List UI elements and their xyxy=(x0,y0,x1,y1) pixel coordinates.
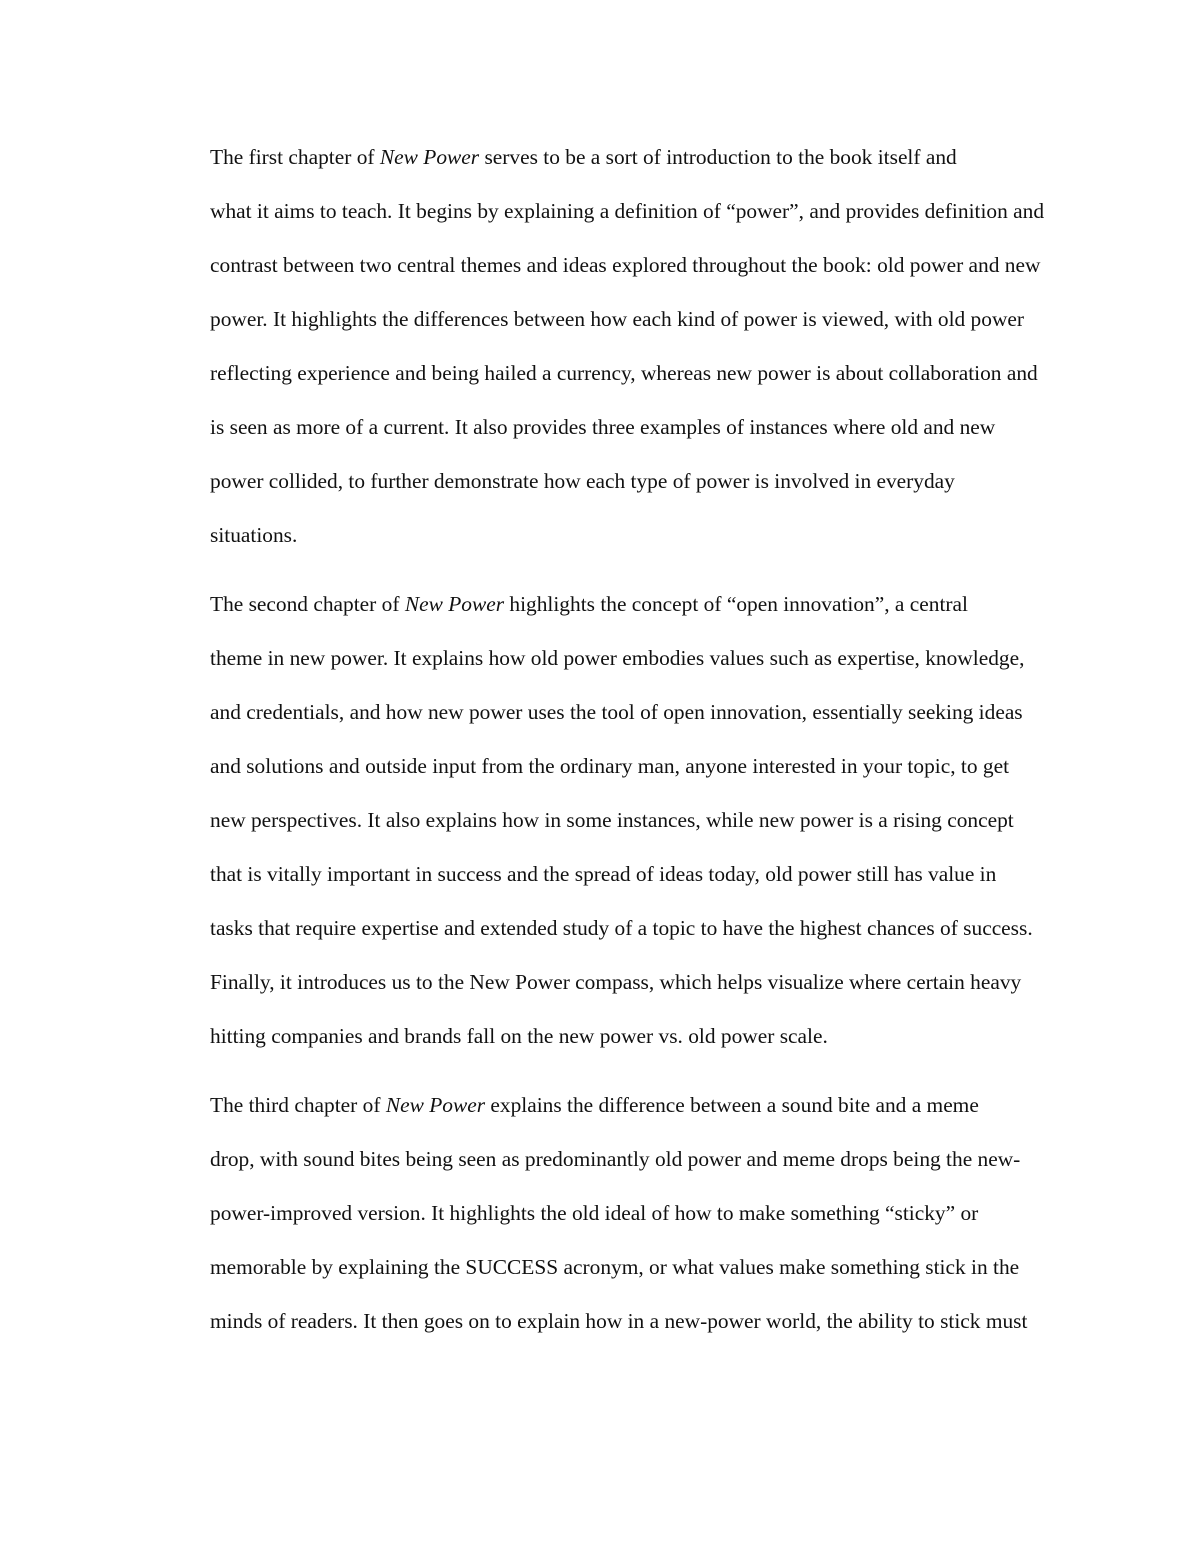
book-title-italic: New Power xyxy=(379,145,480,169)
text-line: is seen as more of a current. It also provides three examples of instances where old and new xyxy=(210,415,996,439)
text-line: reflecting experience and being hailed a currency, whereas new power is about collaboration and xyxy=(210,361,1038,385)
text-line: The first chapter of New Power serves to be a sort of introduction to the book itself and xyxy=(210,145,957,169)
text-line: tasks that require expertise and extended study of a topic to have the highest chances of success. xyxy=(210,916,1033,940)
text-line: what it aims to teach. It begins by explaining a definition of “power”, and provides definition and xyxy=(210,199,1045,223)
text-line: power-improved version. It highlights the old ideal of how to make something “sticky” or xyxy=(210,1201,979,1225)
text-line: Finally, it introduces us to the New Power compass, which helps visualize where certain heavy xyxy=(210,970,1022,994)
paragraph-chapter-one xyxy=(142,130,1062,562)
text-line: The third chapter of New Power explains the difference between a sound bite and a meme xyxy=(210,1093,979,1117)
book-title-italic: New Power xyxy=(385,1093,486,1117)
text-line: drop, with sound bites being seen as predominantly old power and meme drops being the new- xyxy=(210,1147,1021,1171)
document-body xyxy=(142,130,1062,1348)
text-line: power collided, to further demonstrate how each type of power is involved in everyday xyxy=(210,469,955,493)
text-line: contrast between two central themes and ideas explored throughout the book: old power and new xyxy=(210,253,1041,277)
text-line: new perspectives. It also explains how in some instances, while new power is a rising concept xyxy=(210,808,1014,832)
text-line: minds of readers. It then goes on to explain how in a new-power world, the ability to stick must xyxy=(210,1309,1028,1333)
text-line: power. It highlights the differences between how each kind of power is viewed, with old power xyxy=(210,307,1025,331)
text-line: theme in new power. It explains how old power embodies values such as expertise, knowledge, xyxy=(210,646,1025,670)
text-line: and solutions and outside input from the ordinary man, anyone interested in your topic, to get xyxy=(210,754,1010,778)
text-line: situations. xyxy=(210,523,298,547)
text-line: and credentials, and how new power uses the tool of open innovation, essentially seeking ideas xyxy=(210,700,1023,724)
paragraph-chapter-three xyxy=(142,1078,1062,1348)
book-title-italic: New Power xyxy=(404,592,505,616)
text-line: that is vitally important in success and the spread of ideas today, old power still has value in xyxy=(210,862,997,886)
paragraph-chapter-two xyxy=(142,577,1062,1063)
text-line: memorable by explaining the SUCCESS acronym, or what values make something stick in the xyxy=(210,1255,1020,1279)
text-line: The second chapter of New Power highlights the concept of “open innovation”, a central xyxy=(210,592,968,616)
text-line: hitting companies and brands fall on the new power vs. old power scale. xyxy=(210,1024,828,1048)
